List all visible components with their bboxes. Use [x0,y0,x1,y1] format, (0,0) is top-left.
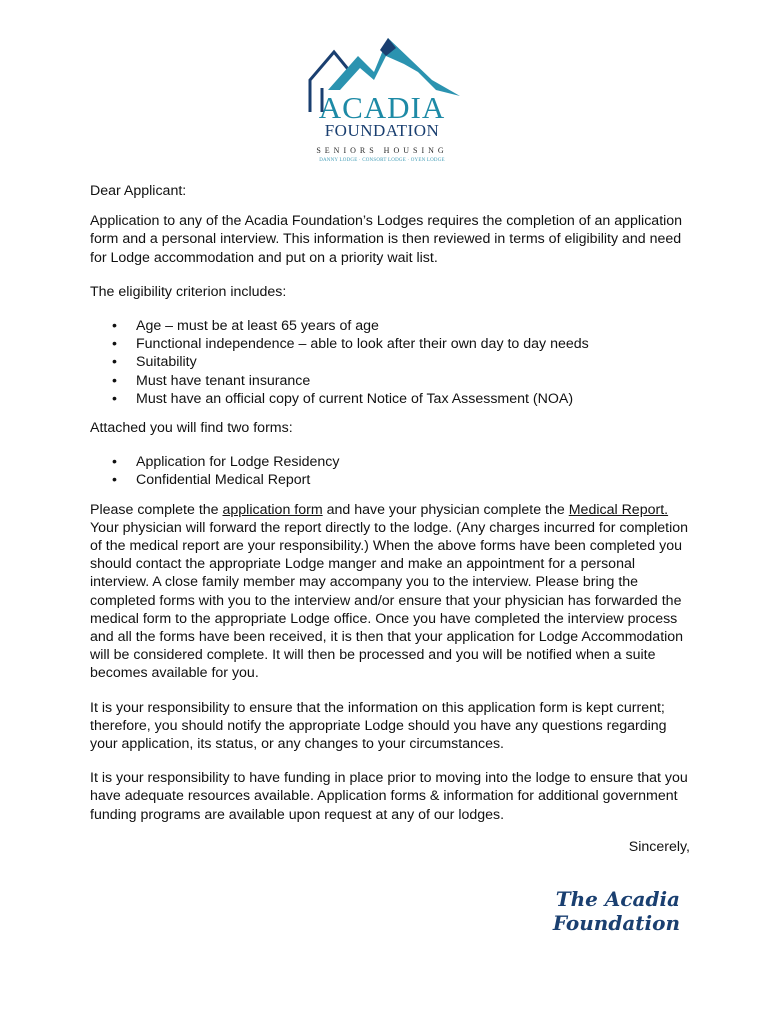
instructions-text: Please complete the [90,501,223,518]
list-item: • Must have tenant insurance [90,372,690,390]
logo-subtitle: FOUNDATION [324,121,440,140]
medical-report-reference: Medical Report. [568,501,669,518]
letter-body [90,182,690,856]
list-item: • Confidential Medical Report [90,471,690,489]
list-item: • Age – must be at least 65 years of age [90,317,690,335]
forms-list [90,453,690,489]
signature: The Acadia Foundation [552,887,680,935]
instructions-text: Your physician will forward the report directly to the lodge. (Any charges incurred for completion of the medical report are your responsibility.) When the above forms have been completed you should contact the appropriate Lodge manger and make an appointment for a personal interview. A close family member may accompany you to the interview. Please bring the completed forms with you to the interview and/or ensure that your physician has forwarded the medical form to the appropriate Lodge office. Once you have completed the interview process and all the forms have been received, it is then that your application for Lodge Accommodation will be considered complete. It will then be processed and you will be notified when a suite becomes available for you. [90,519,689,682]
funding-paragraph: It is your responsibility to have funding in place prior to moving into the lodge to ensure that you have adequate resources available. Application forms & information for additional government funding programs are available upon request at any of our lodges. [90,770,688,823]
list-item: • Suitability [90,353,690,371]
responsibility-paragraph: It is your responsibility to ensure that the information on this application form is kept current; therefore, you should notify the appropriate Lodge should you have any questions regarding your application, its status, or any changes to your circumstances. [90,699,667,753]
list-item: • Functional independence – able to look after their own day to day needs [90,335,690,353]
application-form-reference: application form [222,501,323,518]
forms-intro: Attached you will find two forms: [90,420,293,437]
logo-tagline: SENIORS HOUSING [316,146,448,155]
instructions-paragraph [90,501,690,683]
instructions-text: and have your physician complete the [322,501,569,518]
acadia-logo [300,34,464,166]
list-item: • Must have an official copy of current Notice of Tax Assessment (NOA) [90,390,690,408]
logo-wordmark: ACADIA [318,90,446,125]
salutation: Dear Applicant: [90,183,187,199]
list-item: • Application for Lodge Residency [90,453,690,471]
criteria-list [90,317,690,408]
intro-paragraph: Application to any of the Acadia Foundation’s Lodges requires the completion of an application form and a personal interview. This information is then reviewed in terms of eligibility and need for Lodge accommodation and put on a priority wait list. [90,213,683,266]
closing: Sincerely, [628,838,690,855]
logo-lodges: DANNY LODGE · CONSORT LODGE · OYEN LODGE [319,158,445,163]
criteria-intro: The eligibility criterion includes: [90,283,287,300]
